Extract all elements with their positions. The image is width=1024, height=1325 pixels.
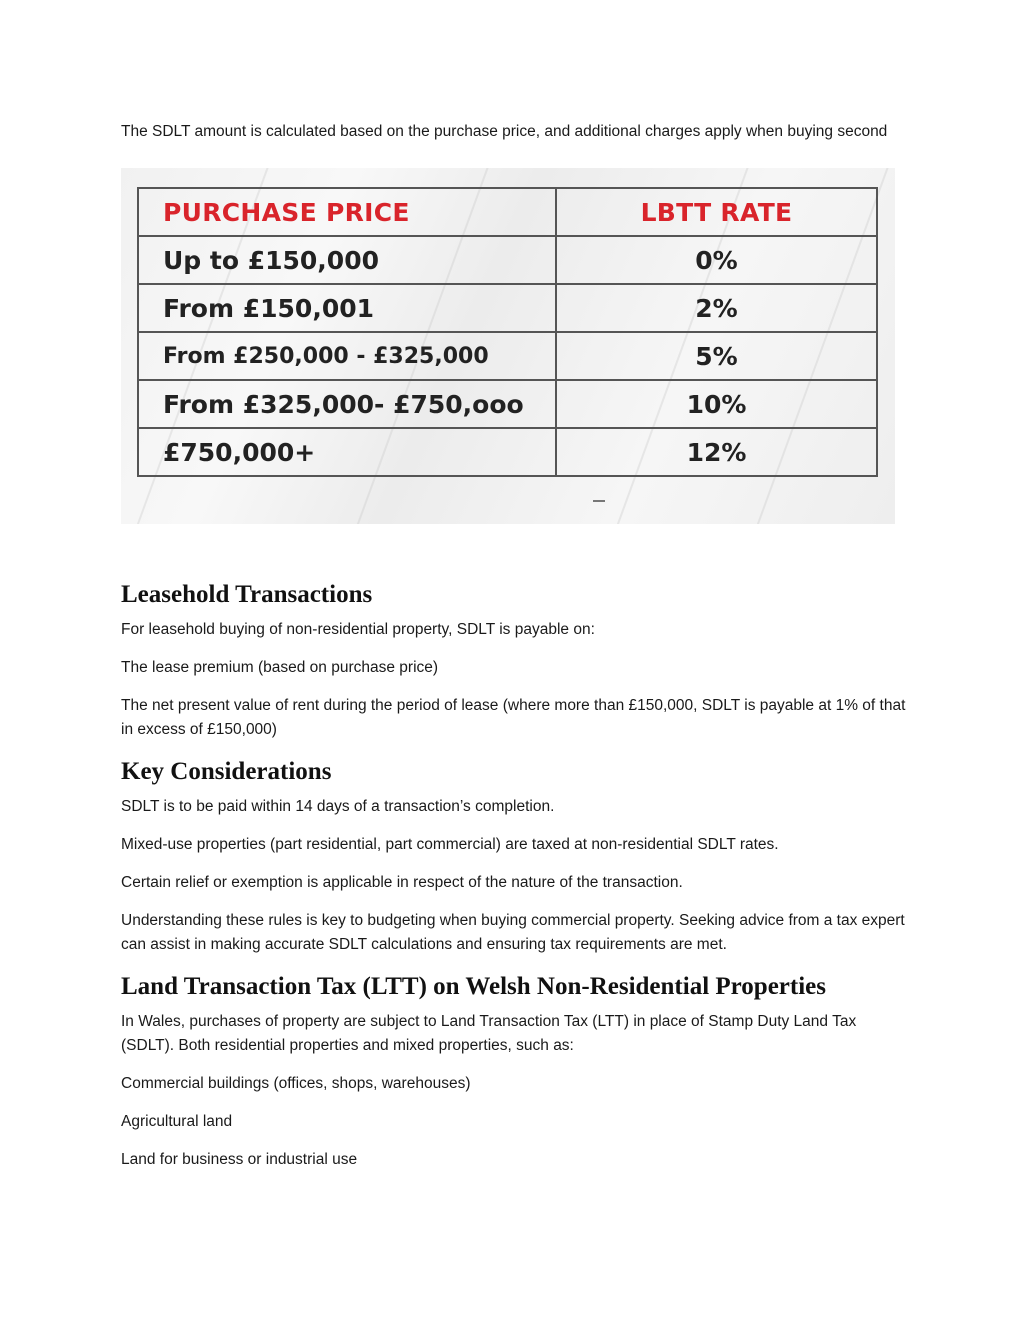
price-cell: £750,000+ [138,428,556,476]
rate-cell: 5% [556,332,877,380]
rate-cell: 2% [556,284,877,332]
price-cell: From £150,001 [138,284,556,332]
leasehold-heading: Leasehold Transactions [121,581,373,608]
table-row [138,380,877,428]
table-row [138,428,877,476]
price-cell: From £325,000- £750,ooo [138,380,556,428]
table-row [138,284,877,332]
rate-cell: 0% [556,236,877,284]
table-header-row [138,188,877,236]
price-cell: From £250,000 - £325,000 [138,332,556,380]
rate-cell: 12% [556,428,877,476]
rate-cell: 10% [556,380,877,428]
ltt-heading: Land Transaction Tax (LTT) on Welsh Non-Residential Properties [121,973,826,1000]
decorative-dash [593,500,605,502]
lbtt-rate-table [137,187,878,477]
key-considerations-heading: Key Considerations [121,758,332,785]
leasehold-paragraph: The net present value of rent during the period of lease (where more than £150,000, SDLT is payable at 1% of that in excess of £150,000) [121,697,906,738]
header-lbtt-rate: LBTT RATE [556,188,877,236]
table-row [138,332,877,380]
leasehold-paragraph: For leasehold buying of non-residential property, SDLT is payable on: [121,621,595,638]
key-considerations-paragraph: Mixed-use properties (part residential, part commercial) are taxed at non-residential SDLT rates. [121,836,779,853]
key-considerations-paragraph: Certain relief or exemption is applicable in respect of the nature of the transaction. [121,874,683,891]
ltt-paragraph: Land for business or industrial use [121,1151,358,1168]
table-row [138,236,877,284]
header-purchase-price: PURCHASE PRICE [138,188,556,236]
ltt-paragraph: Agricultural land [121,1113,233,1130]
ltt-paragraph: In Wales, purchases of property are subject to Land Transaction Tax (LTT) in place of Stamp Duty Land Tax (SDLT). Both residential properties and mixed properties, such as: [121,1013,857,1054]
intro-paragraph: The SDLT amount is calculated based on the purchase price, and additional charges apply when buying second [121,123,888,140]
price-cell: Up to £150,000 [138,236,556,284]
key-considerations-paragraph: Understanding these rules is key to budgeting when buying commercial property. Seeking advice from a tax expert can assist in making accurate SDLT calculations and ensuring tax requirements are met. [121,912,905,953]
key-considerations-paragraph: SDLT is to be paid within 14 days of a transaction’s completion. [121,798,555,815]
ltt-paragraph: Commercial buildings (offices, shops, warehouses) [121,1075,471,1092]
rate-table-image [121,168,895,524]
leasehold-paragraph: The lease premium (based on purchase price) [121,659,439,676]
